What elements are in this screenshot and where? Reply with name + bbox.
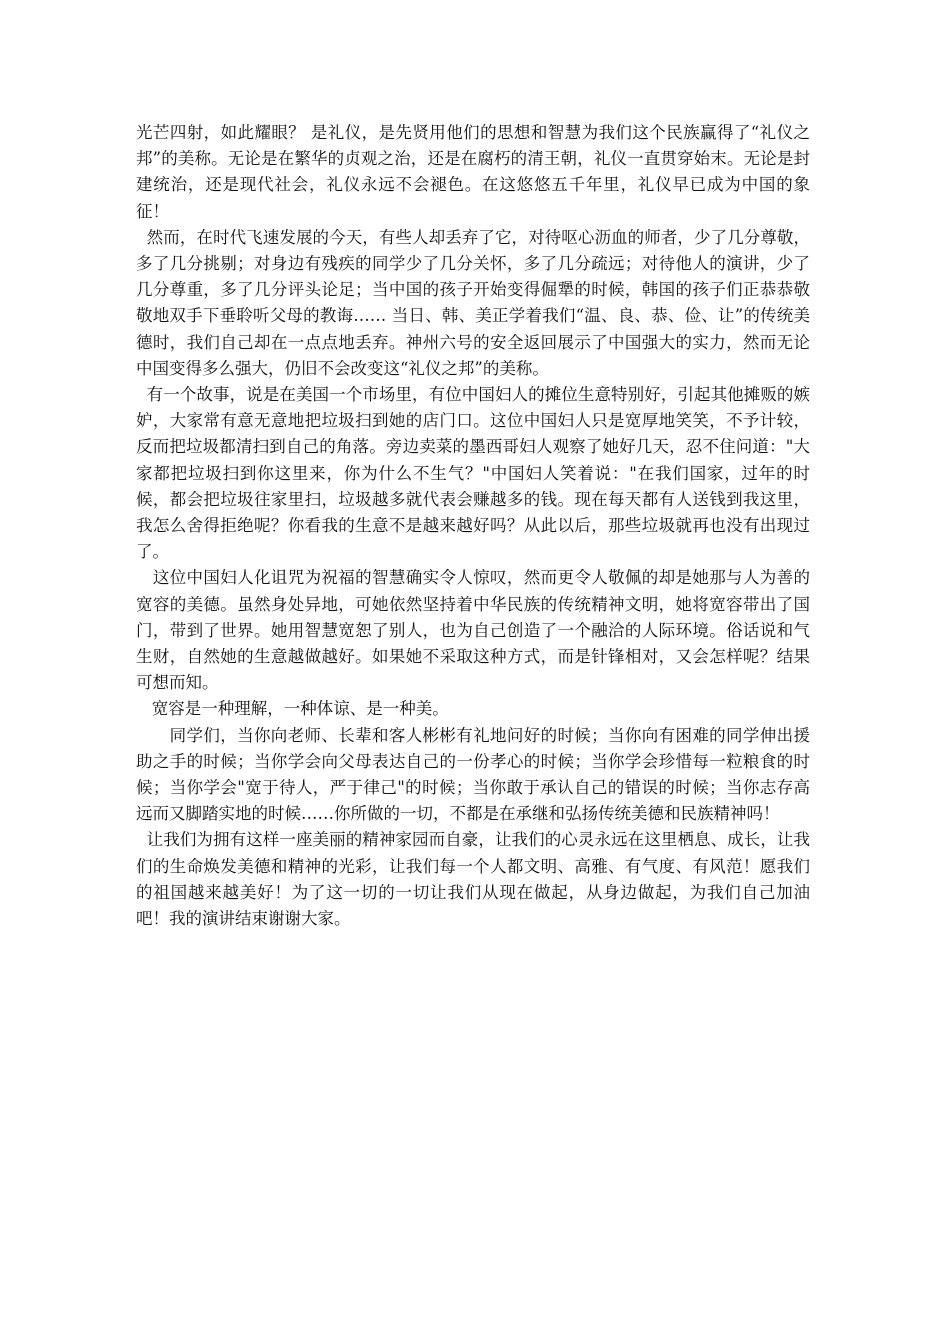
speech-text-body: [136, 120, 810, 932]
paragraph-tolerance-definition: 宽容是一种理解，一种体谅、是一种美。: [136, 699, 449, 719]
paragraph-etiquette-history: 光芒四射，如此耀眼？ 是礼仪，是先贤用他们的思想和智慧为我们这个民族赢得了“礼仪之邦”的美称。无论是在繁华的贞观之治，还是在腐朽的清王朝，礼仪一直贯穿始末。无论是封建统治，还是现代社会，礼仪永远不会褪色。在这悠悠五千年里，礼仪早已成为中国的象征！: [136, 123, 810, 221]
paragraph-closing: 让我们为拥有这样一座美丽的精神家园而自豪，让我们的心灵永远在这里栖息、成长，让我们的生命焕发美德和精神的光彩，让我们每一个人都文明、高雅、有气度、有风范！愿我们的祖国越来越美好！为了这一切的一切让我们从现在做起，从身边做起，为我们自己加油吧！我的演讲结束谢谢大家。: [136, 830, 811, 929]
paragraph-tolerance-virtue: 这位中国妇人化诅咒为祝福的智慧确实令人惊叹，然而更令人敬佩的却是她那与人为善的宽容的美德。虽然身处异地，可她依然坚持着中华民族的传统精神文明，她将宽容带出了国门，带到了世界。她用智慧宽恕了别人，也为自己创造了一个融洽的人际环境。俗话说和气生财，自然她的生意越做越好。如果她不采取这种方式，而是针锋相对，又会怎样呢？结果可想而知。: [136, 568, 810, 693]
paragraph-etiquette-decline: 然而，在时代飞速发展的今天，有些人却丢弃了它，对待呕心沥血的师者，少了几分尊敬，多了几分挑剔；对身边有残疾的同学少了几分关怀，多了几分疏远；对待他人的演讲，少了几分尊重，多了几分评头论足；当中国的孩子开始变得倔犟的时候，韩国的孩子们正恭恭敬敬地双手下垂聆听父母的教诲…… 当日、韩、美正学着我们“温、良、恭、俭、让”的传统美德时，我们自己却在一点点地丢弃。神州六号的安全返回展示了中国强大的实力，然而无论中国变得多么强大，仍旧不会改变这“礼仪之邦”的美称。: [136, 227, 811, 378]
paragraph-market-story: 有一个故事，说是在美国一个市场里，有位中国妇人的摊位生意特别好，引起其他摊贩的嫉妒，大家常有意无意地把垃圾扫到她的店门口。这位中国妇人只是宽厚地笑笑，不予计较，反而把垃圾都清扫到自己的角落。旁边卖菜的墨西哥妇人观察了她好几天，忍不住问道："大家都把垃圾扫到你这里来，你为什么不生气？"中国妇人笑着说："在我们国家，过年的时候，都会把垃圾往家里扫，垃圾越多就代表会赚越多的钱。现在每天都有人送钱到我这里，我怎么舍得拒绝呢？你看我的生意不是越来越好吗？从此以后，那些垃圾就再也没有出现过了。: [136, 385, 811, 562]
paragraph-classmates-appeal: 同学们，当你向老师、长辈和客人彬彬有礼地问好的时候；当你向有困难的同学伸出援助之手的时候；当你学会向父母表达自己的一份孝心的时候；当你学会珍惜每一粒粮食的时候；当你学会"宽于待人，严于律己"的时候；当你敢于承认自己的错误的时候；当你志存高远而又脚踏实地的时候……你所做的一切，不都是在承继和弘扬传统美德和民族精神吗！: [136, 725, 810, 824]
